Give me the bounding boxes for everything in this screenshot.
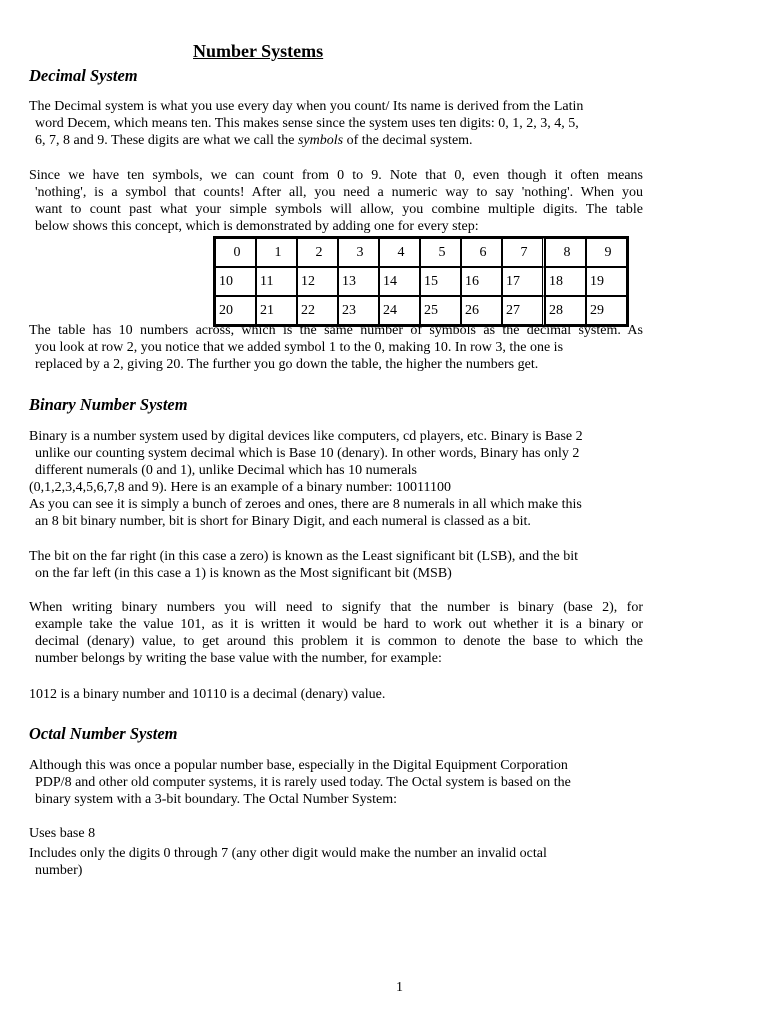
decimal-paragraph-2 <box>29 167 643 235</box>
table-cell: 23 <box>338 296 379 325</box>
decimal-paragraph-1 <box>29 98 643 149</box>
text-line: word Decem, which means ten. This makes sense since the system uses ten digits: 0, 1, 2, 3, 4, 5, <box>35 116 579 131</box>
text-line: example take the value 101, as it is written it would be hard to work out whether it is a binary or <box>35 617 643 632</box>
text-line: 1012 is a binary number and 10110 is a decimal (denary) value. <box>29 687 386 702</box>
binary-paragraph-2 <box>29 496 643 530</box>
text-line: you look at row 2, you notice that we added symbol 1 to the 0, making 10. In row 3, the one is <box>35 340 564 355</box>
text-line: an 8 bit binary number, bit is short for Binary Digit, and each numeral is classed as a bit. <box>35 514 531 529</box>
text-line: binary system with a 3-bit boundary. The Octal Number System: <box>35 792 397 807</box>
binary-paragraph-4 <box>29 599 643 667</box>
table-cell: 19 <box>586 267 627 296</box>
octal-heading: Octal Number System <box>29 724 178 743</box>
table-cell: 26 <box>461 296 502 325</box>
text-line: Binary is a number system used by digital devices like computers, cd players, etc. Binary is Base 2 <box>29 429 583 444</box>
text-line: number) <box>35 863 83 878</box>
text-line: replaced by a 2, giving 20. The further you go down the table, the higher the numbers get. <box>35 357 539 372</box>
page-number: 1 <box>396 980 403 995</box>
symbols-emphasis: symbols <box>297 133 344 148</box>
octal-item-1 <box>29 825 643 842</box>
page-title: Number Systems <box>193 41 324 61</box>
table-cell: 18 <box>545 267 586 296</box>
table-cell: 2 <box>297 238 338 267</box>
table-cell: 7 <box>502 238 545 267</box>
table-cell: 1 <box>256 238 297 267</box>
text-segment: 6, 7, 8 and 9. These digits are what we call the <box>35 133 298 148</box>
table-cell: 5 <box>420 238 461 267</box>
table-cell: 12 <box>297 267 338 296</box>
table-cell: 8 <box>545 238 586 267</box>
table-cell: 28 <box>545 296 586 325</box>
text-line: below shows this concept, which is demonstrated by adding one for every step: <box>35 219 479 234</box>
text-line: on the far left (in this case a 1) is known as the Most significant bit (MSB) <box>35 566 452 581</box>
text-line: The table has 10 numbers across, which is the same number of symbols as the decimal system. As <box>29 323 643 338</box>
text-line: The bit on the far right (in this case a zero) is known as the Least significant bit (LSB), and the bit <box>29 549 578 564</box>
text-line: 'nothing', is a symbol that counts! After all, you need a numeric way to say 'nothing'. When you <box>35 185 643 200</box>
table-cell: 22 <box>297 296 338 325</box>
table-cell: 25 <box>420 296 461 325</box>
table-cell: 9 <box>586 238 627 267</box>
text-line: (0,1,2,3,4,5,6,7,8 and 9). Here is an example of a binary number: 10011100 <box>29 480 451 495</box>
decimal-heading: Decimal System <box>29 66 138 85</box>
text-line: Although this was once a popular number base, especially in the Digital Equipment Corporation <box>29 758 568 773</box>
table-cell: 15 <box>420 267 461 296</box>
text-line <box>29 132 643 149</box>
text-line: The Decimal system is what you use every day when you count/ Its name is derived from the Latin <box>29 99 584 114</box>
binary-paragraph-1 <box>29 428 643 496</box>
table-cell: 13 <box>338 267 379 296</box>
octal-item-2 <box>29 845 643 879</box>
text-line: different numerals (0 and 1), unlike Decimal which has 10 numerals <box>35 463 417 478</box>
table-cell: 16 <box>461 267 502 296</box>
text-line: decimal (denary) value, to get around this problem it is common to denote the base to which the <box>35 634 643 649</box>
table-cell: 10 <box>215 267 256 296</box>
table-cell: 11 <box>256 267 297 296</box>
decimal-paragraph-3 <box>29 322 643 373</box>
table-cell: 17 <box>502 267 545 296</box>
binary-paragraph-5 <box>29 686 643 703</box>
text-line: Since we have ten symbols, we can count from 0 to 9. Note that 0, even though it often means <box>29 168 643 183</box>
text-line: As you can see it is simply a bunch of zeroes and ones, there are 8 numerals in all which make this <box>29 497 582 512</box>
counting-table <box>213 236 629 327</box>
table-cell: 29 <box>586 296 627 325</box>
text-line: When writing binary numbers you will need to signify that the number is binary (base 2), for <box>29 600 643 615</box>
text-line: want to count past what your simple symbols will allow, you combine multiple digits. The table <box>35 202 643 217</box>
table-cell: 3 <box>338 238 379 267</box>
table-cell: 6 <box>461 238 502 267</box>
text-line: Includes only the digits 0 through 7 (any other digit would make the number an invalid octal <box>29 846 547 861</box>
table-cell: 20 <box>215 296 256 325</box>
binary-heading: Binary Number System <box>29 395 188 414</box>
text-line: Uses base 8 <box>29 826 96 841</box>
table-cell: 0 <box>215 238 256 267</box>
table-cell: 27 <box>502 296 545 325</box>
text-line: number belongs by writing the base value with the number, for example: <box>35 651 442 666</box>
text-line: PDP/8 and other old computer systems, it is rarely used today. The Octal system is based on the <box>35 775 571 790</box>
table-cell: 14 <box>379 267 420 296</box>
table-cell: 24 <box>379 296 420 325</box>
octal-paragraph-1 <box>29 757 643 808</box>
table-cell: 21 <box>256 296 297 325</box>
text-segment: of the decimal system. <box>343 133 473 148</box>
table-cell: 4 <box>379 238 420 267</box>
binary-paragraph-3 <box>29 548 643 582</box>
table-row <box>215 267 627 296</box>
text-line: unlike our counting system decimal which is Base 10 (denary). In other words, Binary has only 2 <box>35 446 580 461</box>
table-row <box>215 238 627 267</box>
table-row <box>215 296 627 325</box>
